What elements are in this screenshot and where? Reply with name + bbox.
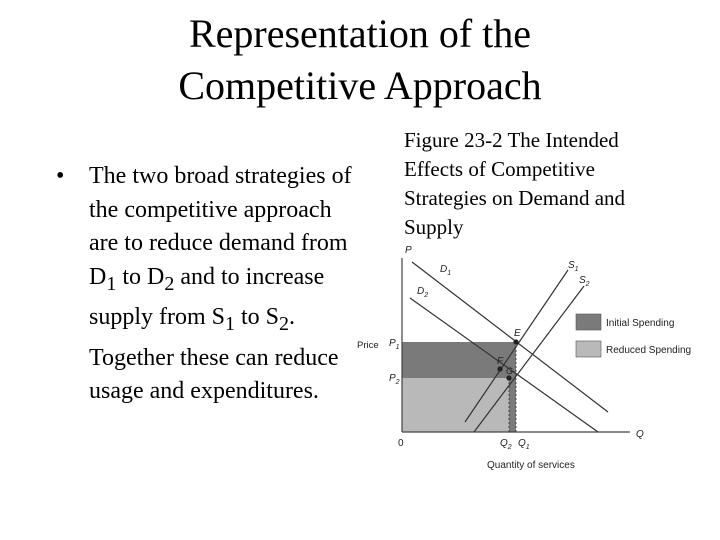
bullet-text-segment: . Together these can reduce usage and expenditures. [89, 304, 339, 405]
point-f-dot [497, 366, 502, 371]
point-e-label: E [514, 328, 521, 339]
point-g-dot [506, 375, 511, 380]
bullet-subscript: 1 [106, 272, 117, 295]
x-axis-title: Quantity of services [487, 460, 575, 471]
caption-line-2: Effects of Competitive [404, 157, 595, 181]
s1-label: $S_1$ [568, 260, 579, 273]
bullet-subscript: 2 [279, 312, 290, 335]
axis-p-label: P [405, 245, 412, 256]
legend-initial-label: Initial Spending [606, 318, 675, 329]
point-g-label: G [506, 366, 514, 376]
d1-label: $D_1$ [440, 264, 452, 277]
axis-q-label: Q [636, 429, 644, 440]
caption-line-4: Supply [404, 215, 464, 239]
price-label: Price [357, 340, 379, 351]
legend-reduced-swatch [576, 341, 601, 357]
bullet-text-segment: to D [116, 263, 165, 290]
point-e-dot [513, 339, 518, 344]
q1-label: $Q_1$ [518, 438, 530, 451]
reduced-spending-area [402, 378, 509, 432]
legend-reduced-label: Reduced Spending [606, 345, 692, 356]
point-f-label: F [497, 356, 504, 367]
d2-label: $D_2$ [417, 286, 429, 299]
p1-label: $P_1$ [389, 338, 400, 351]
slide-title-line-2: Competitive Approach [178, 63, 542, 108]
slide-title-line-1: Representation of the [188, 11, 532, 56]
caption-line-1: Figure 23-2 The Intended [404, 128, 619, 152]
bullet-subscript: 2 [164, 272, 175, 295]
bullet-text-segment: and to increase supply from S [89, 263, 325, 331]
origin-label: 0 [398, 438, 404, 449]
legend-initial-swatch [576, 314, 601, 330]
p2-label: $P_2$ [389, 373, 400, 386]
q2-label: $Q_2$ [500, 438, 512, 451]
caption-line-3: Strategies on Demand and [404, 186, 626, 210]
s2-label: $S_2$ [579, 275, 590, 288]
bullet-text-segment: to S [235, 304, 280, 331]
bullet-subscript: 1 [225, 312, 236, 335]
bullet-symbol: • [56, 163, 65, 189]
bullet-text-segment: The two broad strategies of the competitive approach are to reduce demand from D [89, 163, 352, 290]
